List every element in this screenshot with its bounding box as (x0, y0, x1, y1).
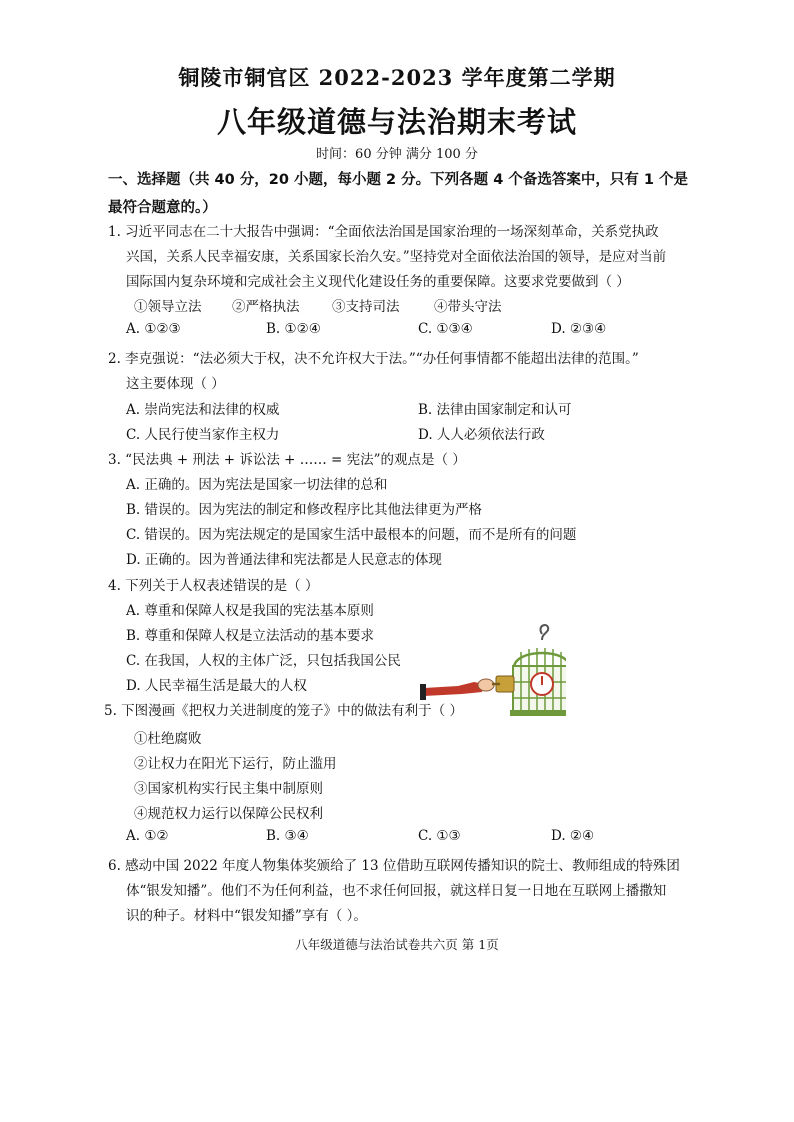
q5-item: ③国家机构实行民主集中制原则 (134, 781, 323, 797)
q5-option-b[interactable]: B. ③④ (266, 828, 309, 844)
q4-option-c[interactable]: C. 在我国，人权的主体广泛，只包括我国公民 (126, 653, 401, 669)
q1-option-d[interactable]: D. ②③④ (551, 321, 607, 337)
section-heading: 一、选择题（共 40 分，20 小题，每小题 2 分。下列各题 4 个备选答案中，只有 1 个是最符合题意的。） (108, 172, 689, 216)
q3-option-a[interactable]: A. 正确的。因为宪法是国家一切法律的总和 (126, 477, 388, 493)
exam-time-score: 时间：60 分钟 满分 100 分 (316, 147, 478, 162)
q1-option-b[interactable]: B. ①②④ (266, 321, 321, 337)
q3-option-d[interactable]: D. 正确的。因为普通法律和宪法都是人民意志的体现 (126, 552, 442, 568)
q2-option-b[interactable]: B. 法律由国家制定和认可 (418, 402, 572, 418)
q3-option-b[interactable]: B. 错误的。因为宪法的制定和修改程序比其他法律更为严格 (126, 502, 483, 518)
q2-line1: 2. 李克强说：“法必须大于权，决不允许权大于法。”“办任何事情都不能超出法律的范围。” (108, 351, 639, 367)
q5-option-d[interactable]: D. ②④ (551, 828, 595, 844)
q6-line1: 6. 感动中国 2022 年度人物集体奖颁给了 13 位借助互联网传播知识的院士、教师组成的特殊团 (108, 858, 680, 874)
exam-title-main: 八年级道德与法治期末考试 (216, 105, 577, 139)
q2-option-a[interactable]: A. 崇尚宪法和法律的权威 (126, 402, 280, 418)
sleeve-cuff (420, 684, 426, 700)
q1-item: ①领导立法 (134, 299, 202, 315)
q2-option-c[interactable]: C. 人民行使当家作主权力 (126, 427, 280, 443)
q6-line2: 体“银发知播”。他们不为任何利益，也不求任何回报，就这样日复一日地在互联网上播撒知 (126, 883, 667, 899)
q5-item: ①杜绝腐败 (134, 731, 202, 747)
q1-line1: 1. 习近平同志在二十大报告中强调：“全面依法治国是国家治理的一场深刻革命，关系党执政 (108, 224, 659, 240)
q5-item: ④规范权力运行以保障公民权利 (134, 806, 323, 822)
q5-option-a[interactable]: A. ①② (126, 828, 169, 844)
q1-option-c[interactable]: C. ①③④ (418, 321, 473, 337)
q6-line3: 识的种子。材料中“银发知播”享有（ ）。 (126, 908, 367, 924)
q4-line1: 4. 下列关于人权表述错误的是（ ） (108, 578, 319, 594)
q1-line2: 兴国，关系人民幸福安康，关系国家长治久安。”坚持党对全面依法治国的领导，是应对当前 (126, 249, 667, 265)
q4-option-b[interactable]: B. 尊重和保障人权是立法活动的基本要求 (126, 628, 375, 644)
cage-hook (540, 625, 548, 640)
q4-option-a[interactable]: A. 尊重和保障人权是我国的宪法基本原则 (126, 603, 374, 619)
hand-sleeve (424, 682, 484, 696)
hand-icon (478, 679, 494, 691)
exam-title-line1: 铜陵市铜官区 2022-2023 学年度第二学期 (178, 65, 616, 90)
q1-item: ④带头守法 (434, 299, 502, 315)
q4-option-d[interactable]: D. 人民幸福生活是最大的人权 (126, 678, 307, 694)
q1-item: ②严格执法 (232, 299, 300, 315)
page-footer: 八年级道德与法治试卷共六页 第 1页 (295, 937, 499, 952)
q5-item: ②让权力在阳光下运行，防止滥用 (134, 756, 337, 772)
q2-line2: 这主要体现（ ） (126, 376, 225, 392)
q3-line1: 3. “民法典 + 刑法 + 诉讼法 + …… = 宪法”的观点是（ ） (108, 452, 466, 468)
q5-option-c[interactable]: C. ①③ (418, 828, 461, 844)
q5-line1: 5. 下图漫画《把权力关进制度的笼子》中的做法有利于（ ） (104, 703, 463, 719)
cage-cartoon-image (418, 622, 566, 718)
q1-item: ③支持司法 (332, 299, 400, 315)
q1-line3: 国际国内复杂环境和完成社会主义现代化建设任务的重要保障。这要求党要做到（ ） (126, 274, 630, 290)
q1-option-a[interactable]: A. ①②③ (126, 321, 181, 337)
cage-base (510, 710, 566, 716)
q2-option-d[interactable]: D. 人人必须依法行政 (418, 427, 545, 443)
q3-option-c[interactable]: C. 错误的。因为宪法规定的是国家生活中最根本的问题，而不是所有的问题 (126, 527, 577, 543)
